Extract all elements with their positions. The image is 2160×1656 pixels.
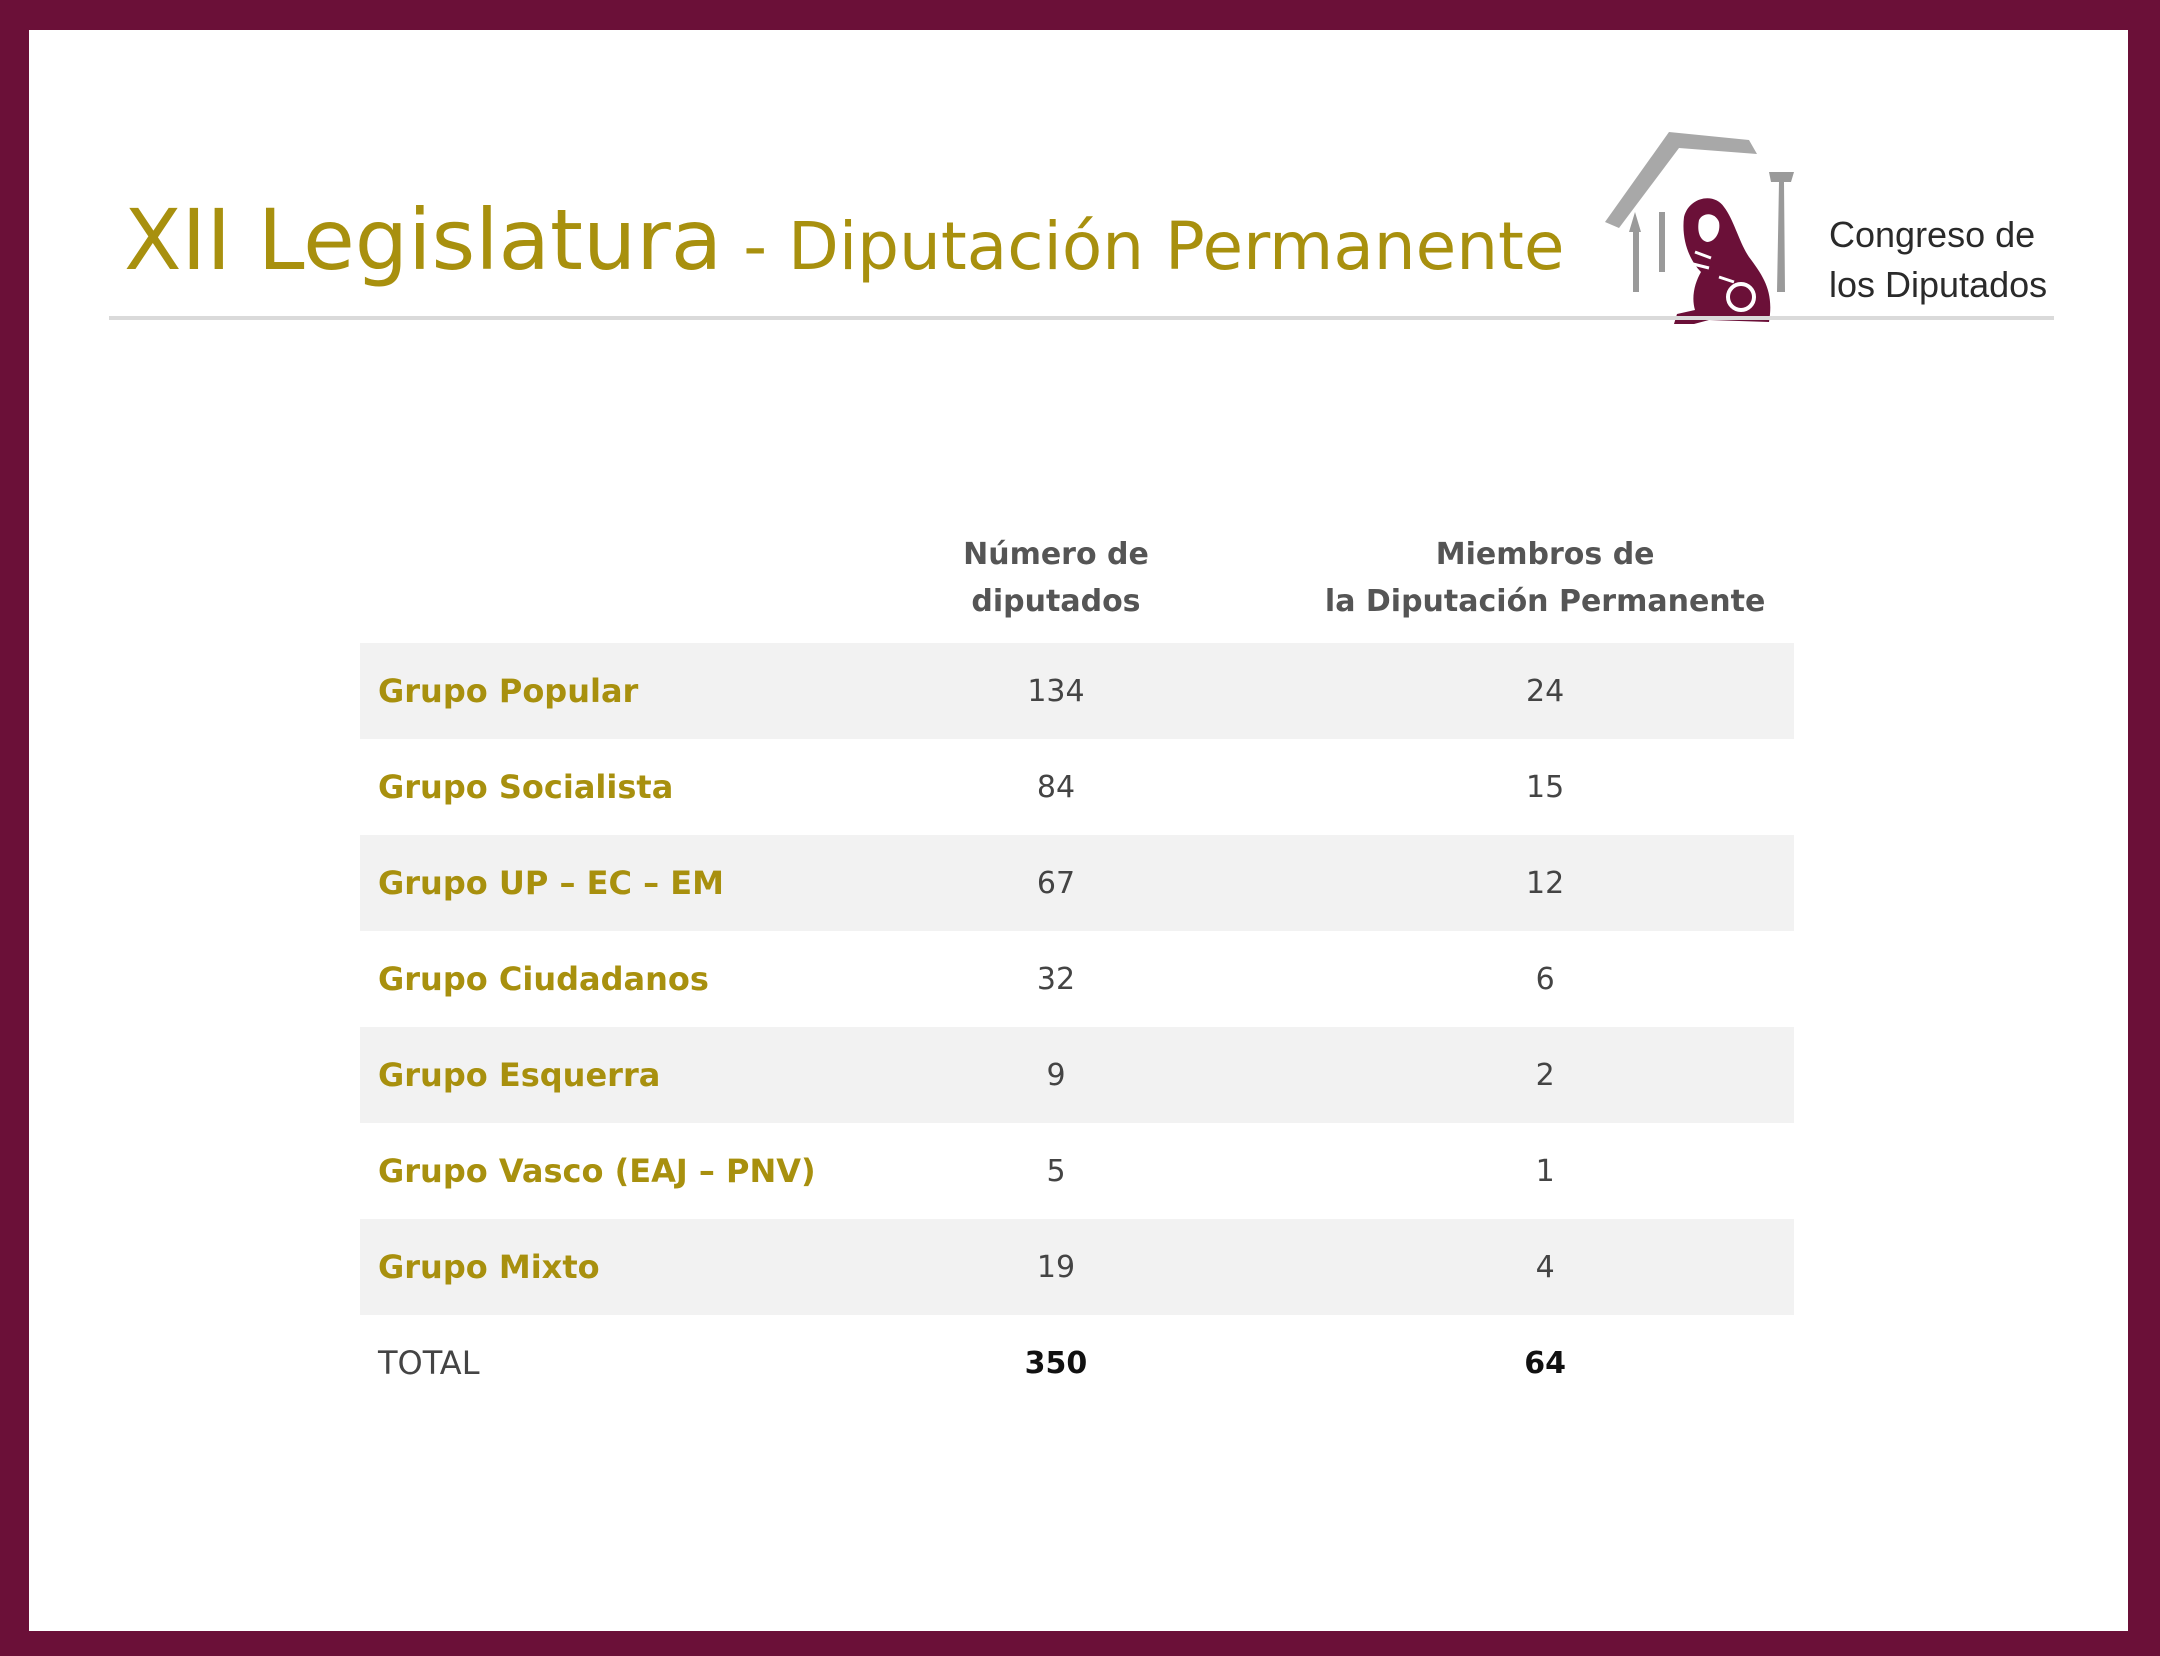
group-name: Grupo Mixto	[360, 1219, 816, 1315]
diputacion-table	[360, 515, 1794, 1411]
header-diputados-line2: diputados	[971, 584, 1141, 619]
group-name: Grupo Socialista	[378, 768, 674, 806]
diputados-value: 5	[1046, 1153, 1066, 1189]
table-row	[360, 739, 1794, 835]
total-miembros: 64	[1524, 1345, 1567, 1381]
congress-lion-building-icon	[1599, 92, 1829, 342]
title-divider	[109, 316, 2054, 320]
table-row	[360, 931, 1794, 1027]
miembros-value: 6	[1535, 961, 1555, 997]
total-diputados: 350	[1024, 1345, 1088, 1381]
title-sub: Diputación Permanente	[788, 208, 1565, 285]
diputados-value: 134	[816, 643, 1297, 739]
total-row	[360, 1315, 1794, 1411]
header-miembros-line1: Miembros de	[1435, 537, 1655, 572]
title-separator: -	[722, 208, 788, 285]
total-label: TOTAL	[378, 1344, 480, 1382]
title-main: XII Legislatura	[124, 191, 723, 289]
diputados-value: 9	[816, 1027, 1297, 1123]
diputados-value: 67	[816, 835, 1297, 931]
diputados-value: 84	[1036, 769, 1076, 805]
miembros-value: 4	[1296, 1219, 1794, 1315]
miembros-value: 24	[1296, 643, 1794, 739]
header-miembros-line2: la Diputación Permanente	[1324, 584, 1766, 619]
header-diputados	[816, 515, 1297, 643]
header-miembros	[1296, 515, 1794, 643]
diputados-value: 19	[816, 1219, 1297, 1315]
miembros-value: 12	[1296, 835, 1794, 931]
group-name: Grupo Vasco (EAJ – PNV)	[378, 1152, 816, 1190]
congreso-logo	[1599, 92, 2059, 342]
slide	[29, 30, 2128, 1631]
group-name: Grupo UP – EC – EM	[360, 835, 816, 931]
header-diputados-line1: Número de	[963, 537, 1149, 572]
miembros-value: 15	[1526, 769, 1565, 805]
miembros-value: 1	[1535, 1153, 1555, 1189]
miembros-value: 2	[1296, 1027, 1794, 1123]
table-row	[360, 643, 1794, 739]
logo-line1: Congreso de	[1829, 214, 2036, 255]
table-row	[360, 835, 1794, 931]
table-row	[360, 1027, 1794, 1123]
diputados-value: 32	[1036, 961, 1076, 997]
logo-line2: los Diputados	[1829, 264, 2048, 305]
group-name: Grupo Ciudadanos	[378, 960, 709, 998]
logo-text	[1829, 210, 2047, 310]
table-row	[360, 1123, 1794, 1219]
group-name: Grupo Esquerra	[360, 1027, 816, 1123]
table-row	[360, 1219, 1794, 1315]
header-group	[360, 515, 816, 643]
page-title	[124, 190, 1565, 291]
group-name: Grupo Popular	[360, 643, 816, 739]
table-header-row	[360, 515, 1794, 643]
